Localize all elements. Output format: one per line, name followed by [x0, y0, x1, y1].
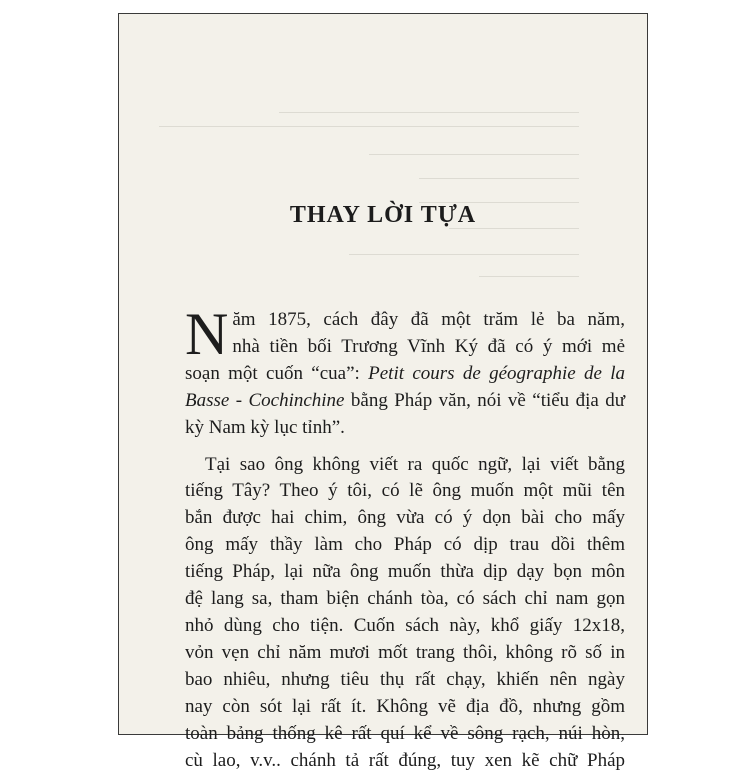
text-line: Tại sao ông không viết ra quốc ngữ, lại viết bằng [185, 452, 625, 479]
text-line: bắn được hai chim, ông vừa có ý dọn bài cho mấy [185, 505, 625, 532]
italic-title: Petit cours de géographie de la [368, 363, 625, 384]
book-page [118, 13, 648, 735]
text-line: nhà tiền bối Trương Vĩnh Ký đã có ý mới mẻ [185, 334, 625, 361]
text-line: ăm 1875, cách đây đã một trăm lẻ ba năm, [185, 307, 625, 334]
text-line: Basse - Cochinchine bằng Pháp văn, nói về “tiểu địa dư [185, 388, 625, 415]
body-text [185, 307, 625, 774]
chapter-title: THAY LỜI TỰA [119, 202, 647, 229]
text-line: tiếng Pháp, lại nữa ông muốn thừa dịp dạy bọn môn [185, 559, 625, 586]
text-line: nhỏ dùng cho tiện. Cuốn sách này, khổ giấy 12x18, [185, 613, 625, 640]
text-line: toàn bảng thống kê rất quí kể về sông rạch, núi hòn, [185, 721, 625, 748]
text-line: kỳ Nam kỳ lục tỉnh”. [185, 415, 625, 442]
text-line: đệ lang sa, tham biện chánh tòa, có sách chỉ nam gọn [185, 586, 625, 613]
text-line: ông mấy thầy làm cho Pháp có dịp trau dồi thêm [185, 532, 625, 559]
text-line: tiếng Tây? Theo ý tôi, có lẽ ông muốn một mũi tên [185, 478, 625, 505]
text-line: soạn một cuốn “cua”: Petit cours de géographie de la [185, 361, 625, 388]
drop-cap: N [185, 309, 228, 359]
paragraph-2 [185, 452, 625, 774]
text-line: bao nhiêu, nhưng tiêu thụ rất chạy, khiến nên ngày [185, 667, 625, 694]
text-line: nay còn sót lại rất ít. Không vẽ địa đồ, nhưng gồm [185, 694, 625, 721]
text-line: vỏn vẹn chỉ năm mươi mốt trang thôi, không rõ số in [185, 640, 625, 667]
text-line: cù lao, v.v.. chánh tả rất đúng, tuy xen kẽ chữ Pháp [185, 748, 625, 774]
italic-title: Basse - Cochinchine [185, 390, 345, 411]
paragraph-1 [185, 307, 625, 442]
